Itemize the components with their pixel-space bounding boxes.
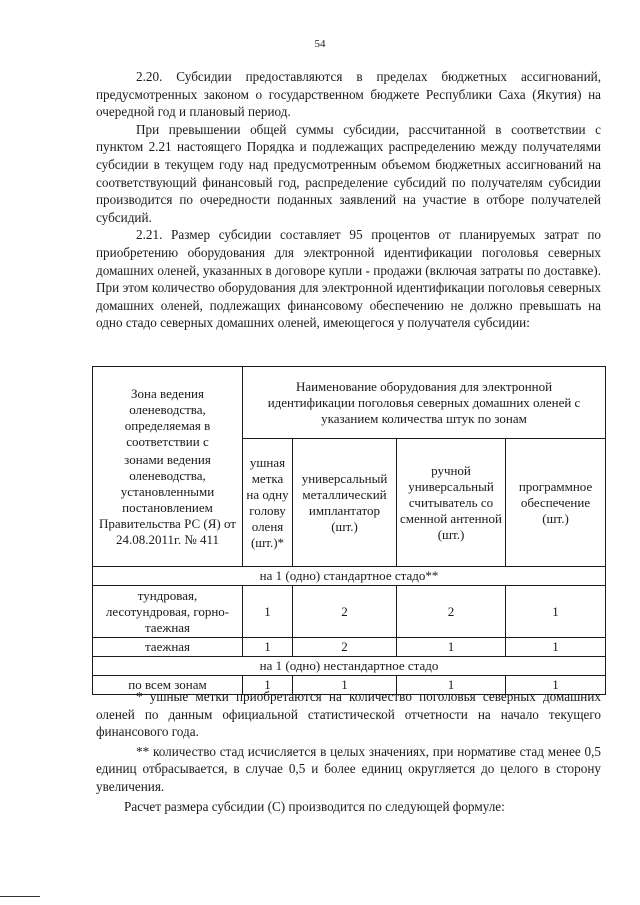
equipment-header: Наименование оборудования для электронной идентификации поголовья северных домашних оленей с указанием количества штук по зонам <box>243 367 606 439</box>
table-cell: 2 <box>397 586 506 638</box>
table-cell: 1 <box>397 676 506 695</box>
section-standard: на 1 (одно) стандартное стадо** <box>93 567 606 586</box>
table-cell: 1 <box>293 676 397 695</box>
margin-line <box>0 896 40 897</box>
table-cell: 1 <box>243 586 293 638</box>
col-ear-tag: ушная метка на одну голову оленя (шт.)* <box>243 439 293 567</box>
page-number: 54 <box>314 38 326 50</box>
row-zone-all: по всем зонам <box>93 676 243 695</box>
col-reader: ручной универсальный считыватель со сменной антенной (шт.) <box>397 439 506 567</box>
table-cell: 2 <box>293 638 397 657</box>
body-text <box>96 68 601 332</box>
section-nonstandard: на 1 (одно) нестандартное стадо <box>93 657 606 676</box>
formula-intro: Расчет размера субсидии (С) производится по следующей формуле: <box>124 798 505 814</box>
footnote-ear-tags: * ушные метки приобретаются на количество поголовья северных домашних оленей по данным официальной статистической отчетности на начало текущего финансового года. <box>96 689 601 740</box>
table-cell: 1 <box>243 638 293 657</box>
table-cell: 1 <box>506 586 606 638</box>
zone-header-top: Зона ведения оленеводства, определяемая в соответствии с <box>124 385 211 449</box>
footnotes <box>96 688 601 817</box>
col-implanter: универсальный металлический имплантатор (шт.) <box>293 439 397 567</box>
col-software: программное обеспечение (шт.) <box>506 439 606 567</box>
table-cell: 1 <box>506 638 606 657</box>
table-cell: 1 <box>397 638 506 657</box>
table-cell: 1 <box>506 676 606 695</box>
paragraph-2-21: 2.21. Размер субсидии составляет 95 процентов от планируемых затрат по приобретению оборудования для электронной идентификации поголовья северных домашних оленей, указанных в договоре купли - продажи (включая затраты по доставке). При этом количество оборудования для электронной идентификации поголовья северных домашних оленей, подлежащих финансовому обеспечению не должно превышать на одно стадо северных домашних оленей, имеющегося у получателя субсидии: <box>96 227 601 331</box>
footnote-herds: ** количество стад исчисляется в целых значениях, при нормативе стад менее 0,5 единиц отбрасывается, в случае 0,5 и более единиц округляется до целого в сторону увеличения. <box>96 743 601 794</box>
zone-header-bottom: зонами ведения оленеводства, установленными постановлением Правительства РС (Я) от 24.08.2011г. № 411 <box>99 451 236 547</box>
zone-header-cell <box>93 367 243 567</box>
table-cell: 2 <box>293 586 397 638</box>
paragraph-excess: При превышении общей суммы субсидии, рассчитанной в соответствии с пунктом 2.21 настоящего Порядка и подлежащих распределению между получателями субсидии в текущем году над предусмотренным объемом бюджетных ассигнований на соответствующий финансовый год, распределение субсидий по получателям субсидии производится по очередности поданных заявлений на участие в отборе получателей субсидий. <box>96 121 601 225</box>
row-zone-tundra: тундровая, лесотундровая, горно-таежная <box>93 586 243 638</box>
paragraph-2-20: 2.20. Субсидии предоставляются в пределах бюджетных ассигнований, предусмотренных законом о государственном бюджете Республики Саха (Якутия) на очередной год и плановый период. <box>96 69 601 120</box>
table-cell: 1 <box>243 676 293 695</box>
equipment-table <box>92 366 606 695</box>
row-zone-taiga: таежная <box>93 638 243 657</box>
